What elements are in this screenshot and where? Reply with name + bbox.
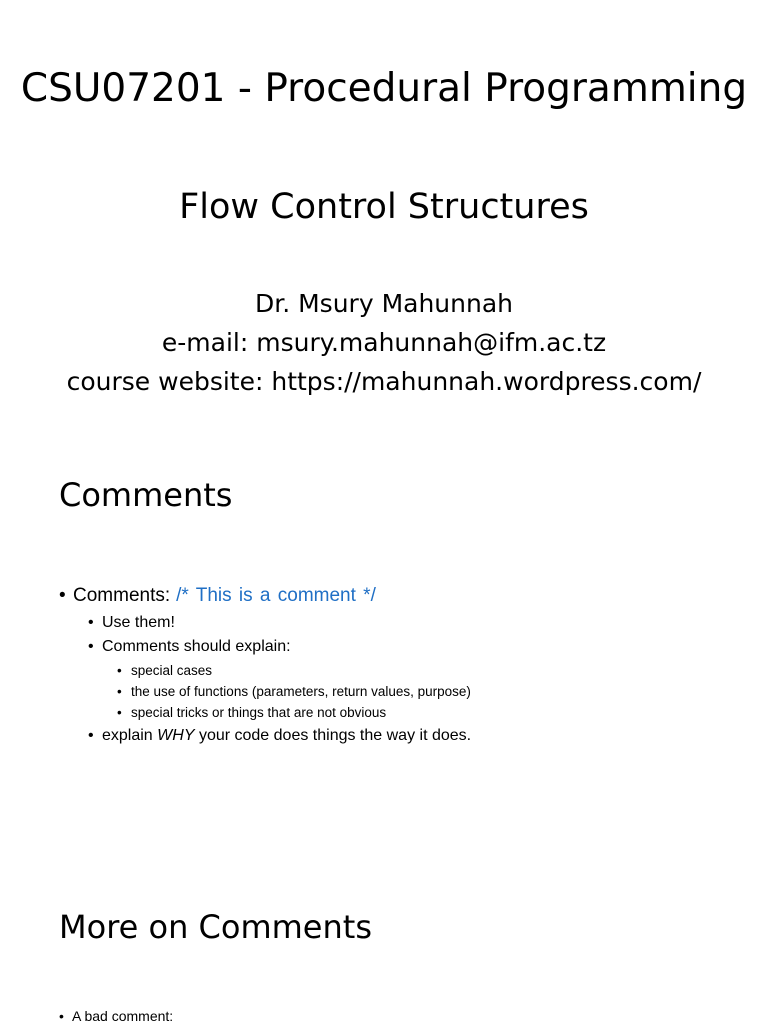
sub-item-text: Comments should explain: — [102, 638, 291, 655]
list-item — [59, 1008, 173, 1024]
bad-comment-label: A bad comment: — [72, 1008, 174, 1024]
bullet-dot-icon: • — [59, 585, 66, 606]
comments-label: Comments: — [73, 585, 171, 606]
comments-heading: Comments — [59, 476, 233, 514]
why-prefix: explain — [102, 727, 153, 744]
comments-bullet — [59, 585, 376, 607]
list-item — [88, 638, 291, 656]
author-name: Dr. Msury Mahunnah — [254, 289, 514, 318]
list-item — [117, 684, 471, 699]
list-item — [88, 614, 175, 632]
lecture-title: Flow Control Structures — [179, 187, 589, 227]
bullet-dot-icon: • — [88, 614, 94, 631]
bullet-dot-icon: • — [117, 663, 122, 678]
course-title: CSU07201 - Procedural Programming — [20, 66, 748, 111]
bullet-dot-icon: • — [88, 638, 94, 655]
list-item — [88, 727, 471, 745]
author-block — [0, 284, 768, 401]
why-emphasis: WHY — [157, 727, 195, 744]
more-comments-heading: More on Comments — [59, 908, 372, 946]
author-email: e-mail: msury.mahunnah@ifm.ac.tz — [161, 328, 607, 357]
explain-item-text: the use of functions (parameters, return values, purpose) — [131, 684, 471, 699]
sub-item-text: Use them! — [102, 614, 175, 631]
explain-item-text: special tricks or things that are not obvious — [131, 705, 387, 720]
list-item — [117, 705, 386, 720]
course-website: course website: https://mahunnah.wordpress.com/ — [66, 367, 702, 396]
bullet-dot-icon: • — [59, 1008, 64, 1024]
bullet-dot-icon: • — [117, 705, 122, 720]
comment-code-example: /* This is a comment */ — [176, 585, 376, 606]
bullet-dot-icon: • — [117, 684, 122, 699]
why-suffix: your code does things the way it does. — [198, 727, 472, 744]
list-item — [117, 663, 212, 678]
explain-item-text: special cases — [131, 663, 213, 678]
bullet-dot-icon: • — [88, 727, 94, 744]
